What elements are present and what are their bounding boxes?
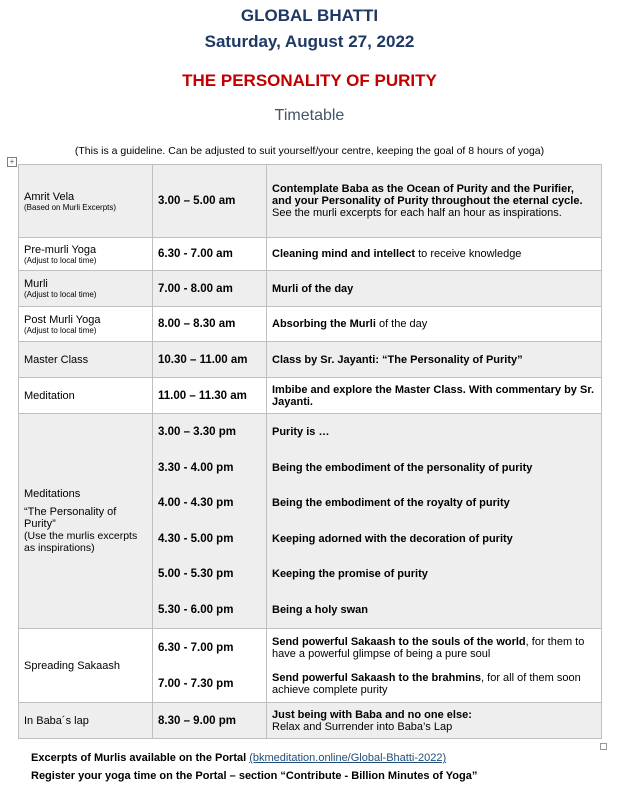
activity-name: Pre-murli Yoga [24,243,97,256]
slot-text: Being the embodiment of the royalty of purity [272,497,510,510]
slot-time: 5.00 - 5.30 pm [158,568,234,581]
activity-cell [19,238,153,271]
description-cell [267,414,602,629]
activity-name: Master Class [19,342,153,378]
slot-time: 7.00 - 7.30 pm [158,677,234,690]
activity-subnote: (Adjust to local time) [24,255,97,265]
table-row [19,307,602,342]
slot-time: 4.30 - 5.00 pm [158,532,234,545]
theme-title: THE PERSONALITY OF PURITY [182,71,437,90]
document-title: GLOBAL BHATTI [240,6,379,25]
time-cell: 8.00 – 8.30 am [153,307,267,342]
time-cell: 8.30 – 9.00 pm [153,703,267,739]
activity-name: Amrit Vela [24,190,75,203]
description-cell [267,271,602,307]
description-bold: Send powerful Sakaash to the brahmins [272,671,482,684]
activity-cell [19,165,153,238]
description-bold: Class by Sr. Jayanti: “The Personality of Purity” [272,353,523,366]
activity-name: Meditation [19,378,153,414]
table-row [19,414,602,629]
activity-cell [19,414,153,629]
description-text: of the day [375,318,428,330]
activity-name: In Baba´s lap [19,703,153,739]
description-cell [267,629,602,703]
activity-subnote: (Based on Murli Excerpts) [24,202,117,212]
footer-text: Excerpts of Murlis available on the Portal [31,752,250,764]
document-date: Saturday, August 27, 2022 [204,32,415,51]
time-cell: 3.00 – 5.00 am [153,165,267,238]
description-cell [267,307,602,342]
slot-text: Being the embodiment of the personality of purity [272,461,533,474]
table-move-handle-icon[interactable]: + [7,157,17,167]
activity-theme: “The Personality of Purity” [24,506,117,530]
table-row [19,703,602,739]
description-bold: Absorbing the Murli [272,318,376,330]
activity-subnote: (Use the murlis excerpts as inspirations) [24,530,138,554]
description-bold: Just being with Baba and no one else: [272,708,472,721]
activity-name: Post Murli Yoga [24,313,101,326]
portal-link[interactable]: (bkmeditation.online/Global-Bhatti-2022) [249,752,447,764]
description-bold: Send powerful Sakaash to the souls of the world [272,635,526,648]
slot-time: 4.00 - 4.30 pm [158,497,234,510]
time-cell: 7.00 - 8.00 am [153,271,267,307]
timetable [18,164,602,739]
section-title: Timetable [274,107,345,124]
slot-text: Purity is … [272,426,330,439]
description-text: to receive knowledge [415,248,522,260]
slot-text: Being a holy swan [272,603,368,616]
footer-register: Register your yoga time on the Portal – section “Contribute - Billion Minutes of Yoga” [31,770,478,782]
table-row [19,238,602,271]
slot-text: Keeping adorned with the decoration of purity [272,532,513,545]
time-cell: 10.30 – 11.00 am [153,342,267,378]
table-resize-handle-icon[interactable] [600,743,607,750]
description-cell [267,378,602,414]
table-row [19,342,602,378]
description-cell [267,342,602,378]
description-text: Relax and Surrender into Baba’s Lap [272,720,453,733]
description-text: , for them to have a powerful glimpse of being a pure soul [272,635,585,660]
activity-name: Murli [24,278,48,290]
time-cell [153,629,267,703]
slot-time: 3.00 – 3.30 pm [158,426,236,439]
slot-text: Keeping the promise of purity [272,568,428,581]
table-row [19,378,602,414]
description-bold: Cleaning mind and intellect [272,248,416,260]
time-cell: 11.00 – 11.30 am [153,378,267,414]
time-cell: 6.30 - 7.00 am [153,238,267,271]
description-bold: Murli of the day [272,282,354,295]
activity-cell [19,271,153,307]
activity-name: Spreading Sakaash [19,629,153,703]
description-cell [267,165,602,238]
description-cell [267,238,602,271]
description-cell [267,703,602,739]
activity-subnote: (Adjust to local time) [24,325,97,335]
table-row [19,271,602,307]
slot-time: 5.30 - 6.00 pm [158,603,234,616]
description-text: See the murli excerpts for each half an hour as inspirations. [272,207,562,219]
description-bold: Imbibe and explore the Master Class. With commentary by Sr. Jayanti. [272,383,595,408]
slot-text [272,636,596,660]
slot-time: 6.30 - 7.00 pm [158,641,234,654]
slot-time: 3.30 - 4.00 pm [158,461,234,474]
activity-name: Meditations [24,488,81,500]
activity-cell [19,307,153,342]
description-bold: Contemplate Baba as the Ocean of Purity and the Purifier, and your Personality of Purity throughout the eternal cycle. [272,183,583,207]
description-text: , for all of them soon achieve complete purity [272,671,581,696]
table-row [19,165,602,238]
time-cell [153,414,267,629]
guideline-note: (This is a guideline. Can be adjusted to suit yourself/your centre, keeping the goal of 8 hours of yoga) [74,145,545,157]
footer-excerpts [31,752,446,764]
table-row [19,629,602,703]
activity-subnote: (Adjust to local time) [24,290,97,299]
slot-text [272,672,596,696]
